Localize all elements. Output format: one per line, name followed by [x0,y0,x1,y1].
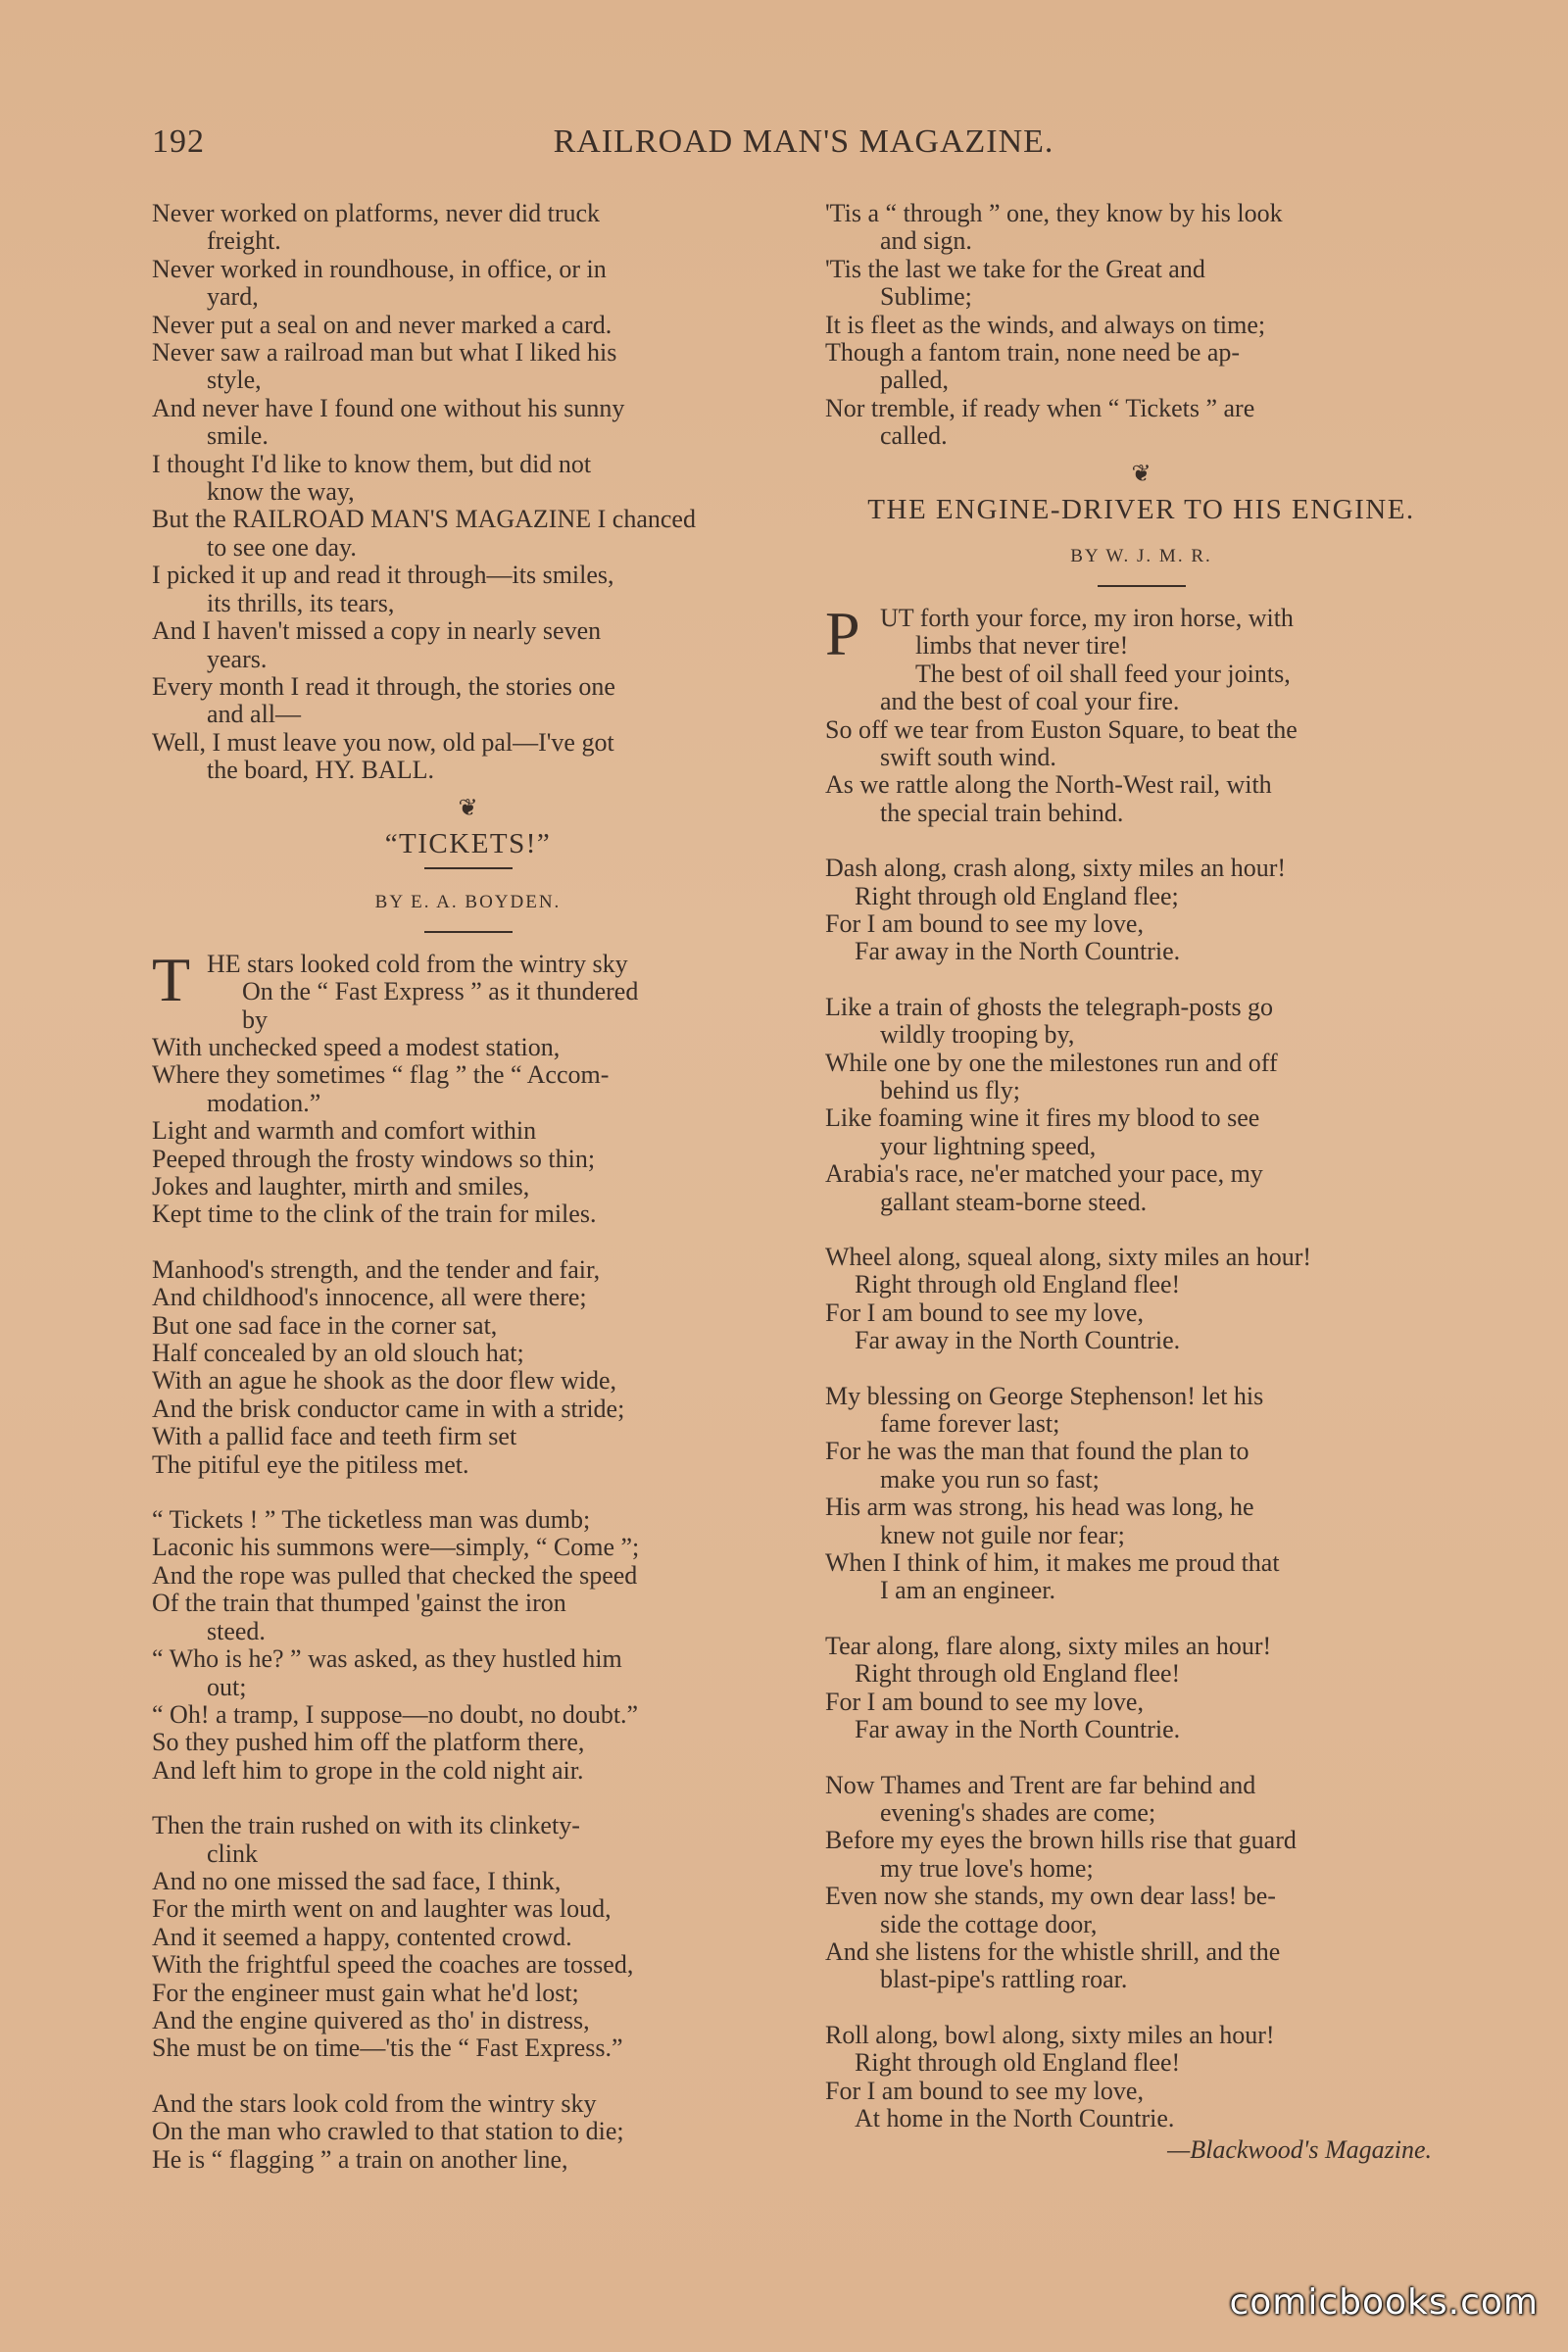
byline-rule [424,931,513,933]
poem-line: The best of oil shall feed your joints, [915,659,1291,688]
poem-line: Then the train rushed on with its clinkety- [152,1811,580,1840]
poem-line: I picked it up and read it through—its smiles, [152,561,614,590]
chorus [825,855,1457,966]
poem-line: With unchecked speed a modest station, [152,1032,561,1061]
chorus-line: Right through old England flee! [855,1270,1181,1299]
byline-wjmr: BY W. J. M. R. [1070,546,1212,567]
poem-line-cont: blast-pipe's rattling roar. [880,1965,1128,1994]
poem-line: limbs that never tire! [915,631,1129,661]
poem-line-cont: knew not guile nor fear; [880,1520,1125,1549]
poem-line-cont: Sublime; [880,282,972,312]
stanza [152,1812,784,2063]
chorus [825,1244,1457,1355]
poem-line: And childhood's innocence, all were there; [152,1283,587,1312]
poem-line: And the brisk conductor came in with a stride; [152,1394,625,1423]
ornament-icon: ❦ [1131,461,1152,487]
poem-line: HE stars looked cold from the wintry sky [207,949,628,978]
stanza [825,994,1457,1216]
chorus-line: Far away in the North Countrie. [855,937,1181,966]
poem-line: Half concealed by an old slouch hat; [152,1339,524,1368]
poem-opening [152,944,784,1034]
poem-line-cont: know the way, [207,477,355,507]
stanza [825,1772,1457,1994]
poem-continued [825,200,1457,451]
chorus-line: Wheel along, squeal along, sixty miles an hour! [825,1243,1312,1271]
byline-rule [1098,585,1186,587]
chorus-line: For I am bound to see my love, [825,908,1144,938]
poem-opening [825,598,1457,668]
poem-line-cont: modation.” [207,1088,321,1117]
poem-line-cont: its thrills, its tears, [207,588,395,617]
chorus-line: Dash along, crash along, sixty miles an hour! [825,854,1287,883]
poem-line: The pitiful eye the pitiless met. [152,1449,469,1479]
poem-line-cont: my true love's home; [880,1853,1094,1883]
poem-line-cont: smile. [207,421,269,451]
poem-line: For the mirth went on and laughter was loud, [152,1894,612,1924]
poem-line: And the rope was pulled that checked the speed [152,1560,638,1590]
poem-line: Arabia's race, ne'er matched your pace, my [825,1159,1263,1189]
poem-line-cont: the special train behind. [880,798,1124,827]
poem-line: 'Tis a “ through ” one, they know by his look [825,199,1283,227]
poem-line: His arm was strong, his head was long, he [825,1493,1254,1522]
poem-line: 'Tis the last we take for the Great and [825,254,1205,283]
poem-line-cont: style, [207,366,262,395]
poem-line: And never have I found one without his sunny [152,393,625,422]
poem-line-cont: years. [207,644,268,673]
poem-line: On the man who crawled to that station to die; [152,2117,624,2146]
poem-line: And she listens for the whistle shrill, and the [825,1936,1281,1966]
poem-line: Jokes and laughter, mirth and smiles, [152,1172,530,1200]
watermark-logo: comicbooks.com [1229,2282,1539,2323]
letter-poem [152,200,784,785]
stanza [152,1256,784,1479]
poem-line: Well, I must leave you now, old pal—I've got [152,727,614,757]
poem-line: “ Tickets ! ” The ticketless man was dumb; [152,1505,591,1535]
poem-line: As we rattle along the North-West rail, with [825,770,1272,800]
poem-line: With a pallid face and teeth firm set [152,1422,517,1451]
chorus-line: For I am bound to see my love, [825,1687,1144,1716]
drop-cap: T [152,944,191,1014]
poem-line-cont: and the best of coal your fire. [880,687,1180,716]
chorus-line: Tear along, flare along, sixty miles an hour! [825,1631,1272,1660]
poem-line: And it seemed a happy, contented crowd. [152,1922,572,1951]
poem-line: It is fleet as the winds, and always on time; [825,310,1266,339]
poem-line: Like foaming wine it fires my blood to see [825,1103,1260,1133]
poem-line-cont: palled, [880,366,950,395]
chorus-line: Right through old England flee! [855,2048,1181,2078]
poem-line-cont: the board, HY. BALL. [207,756,435,785]
poem-line: And the stars look cold from the wintry sky [152,2088,597,2118]
byline-boyden: BY E. A. BOYDEN. [374,892,562,913]
poem-line-cont: and all— [207,700,302,729]
poem-line-cont: and sign. [880,226,972,256]
poem-line-cont: steed. [207,1616,266,1645]
poem-line: Never worked in roundhouse, in office, or in [152,254,607,283]
poem-line-cont: clink [207,1838,258,1868]
poem-line: With the frightful speed the coaches are tossed, [152,1950,634,1980]
poem-line: Like a train of ghosts the telegraph-posts go [825,992,1274,1021]
chorus-line: For I am bound to see my love, [825,1298,1144,1327]
stanza [152,1506,784,1785]
chorus-line: Far away in the North Countrie. [855,1326,1181,1355]
poem-line: Never put a seal on and never marked a card. [152,310,612,339]
chorus [825,1633,1457,1744]
poem-line: Peeped through the frosty windows so thin; [152,1144,596,1173]
poem-line-cont: behind us fly; [880,1075,1020,1104]
right-column [825,200,1457,2165]
poem-line: Nor tremble, if ready when “ Tickets ” are [825,393,1255,422]
poem-line-cont: evening's shades are come; [880,1797,1156,1827]
poem-line-cont: freight. [207,226,281,256]
poem-line-cont: gallant steam-borne steed. [880,1187,1148,1216]
chorus-line: Right through old England flee; [855,881,1179,910]
poem-line: Where they sometimes “ flag ” the “ Accom- [152,1060,610,1090]
title-rule [424,867,513,869]
poem-line: And left him to grope in the cold night air. [152,1755,584,1785]
poem-line: And no one missed the sad face, I think, [152,1866,562,1895]
poem-line-cont: I am an engineer. [880,1576,1056,1605]
poem-line: On the “ Fast Express ” as it thundered by [242,977,639,1034]
poem-line: Now Thames and Trent are far behind and [825,1770,1256,1799]
poem-line: Of the train that thumped 'gainst the iron [152,1589,566,1618]
poem-line: “ Who is he? ” was asked, as they hustled him [152,1644,622,1674]
poem-line: Every month I read it through, the stories one [152,671,615,701]
attribution: —Blackwood's Magazine. [1167,2135,1432,2165]
poem-line: With an ague he shook as the door flew wide, [152,1366,617,1396]
poem-line: UT forth your force, my iron horse, with [880,603,1294,632]
poem-line: I thought I'd like to know them, but did not [152,449,592,478]
page-header [152,123,1455,167]
poem-line: Never saw a railroad man but what I liked his [152,338,617,368]
stanza [152,2090,784,2174]
poem-line: My blessing on George Stephenson! let his [825,1381,1264,1410]
poem-line-cont: make you run so fast; [880,1464,1100,1494]
poem-line-cont: fame forever last; [880,1409,1060,1439]
poem-line: Kept time to the clink of the train for miles. [152,1200,597,1229]
poem-line: For the engineer must gain what he'd lost; [152,1978,579,2007]
poem-line: When I think of him, it makes me proud that [825,1548,1280,1578]
poem-line-cont: called. [880,421,948,451]
poem-line: But the RAILROAD MAN'S MAGAZINE I chanced [152,505,696,534]
chorus-line: Right through old England flee! [855,1659,1181,1689]
stanza [825,661,1457,827]
poem-line-cont: out; [207,1672,247,1701]
poem-line: And I haven't missed a copy in nearly seven [152,616,602,646]
chorus-line: For I am bound to see my love, [825,2076,1144,2105]
stanza [152,1034,784,1229]
poem-line-cont: wildly trooping by, [880,1020,1075,1050]
poem-line: So off we tear from Euston Square, to beat the [825,714,1298,744]
poem-line-cont: yard, [207,282,259,312]
poem-line: Though a fantom train, none need be ap- [825,338,1241,368]
left-column [152,200,784,2201]
poem-line-cont: side the cottage door, [880,1909,1098,1938]
poem-line-cont: to see one day. [207,532,357,562]
running-title: RAILROAD MAN'S MAGAZINE. [553,123,1054,160]
page-number: 192 [152,123,205,160]
poem-line: So they pushed him off the platform there, [152,1728,585,1757]
poem-line: While one by one the milestones run and off [825,1048,1278,1077]
poem-line: Even now she stands, my own dear lass! be- [825,1882,1276,1911]
poem-line: Light and warmth and comfort within [152,1116,537,1146]
poem-title-tickets: “TICKETS!” [384,827,552,859]
drop-cap: P [825,598,860,668]
chorus-line: Far away in the North Countrie. [855,1715,1181,1744]
chorus-line: At home in the North Countrie. [855,2103,1175,2132]
poem-line-cont: swift south wind. [880,742,1056,771]
poem-line: Before my eyes the brown hills rise that guard [825,1826,1297,1855]
chorus [825,2022,1457,2133]
poem-line: And the engine quivered as tho' in distress, [152,2005,590,2034]
poem-line: He is “ flagging ” a train on another line, [152,2144,568,2174]
poem-line-cont: your lightning speed, [880,1131,1097,1160]
poem-line: Laconic his summons were—simply, “ Come ”; [152,1533,640,1562]
poem-line: Manhood's strength, and the tender and fair, [152,1254,601,1284]
ornament-icon: ❦ [458,795,478,821]
poem-line: Never worked on platforms, never did truck [152,199,601,227]
poem-line: For he was the man that found the plan to [825,1437,1250,1466]
poem-line: She must be on time—'tis the “ Fast Express.” [152,2034,623,2063]
poem-title-engine-driver: THE ENGINE-DRIVER TO HIS ENGINE. [867,494,1415,526]
chorus-line: Roll along, bowl along, sixty miles an hour! [825,2020,1275,2049]
poem-line: “ Oh! a tramp, I suppose—no doubt, no doubt.” [152,1699,639,1729]
stanza [825,1383,1457,1605]
poem-line: But one sad face in the corner sat, [152,1310,498,1340]
